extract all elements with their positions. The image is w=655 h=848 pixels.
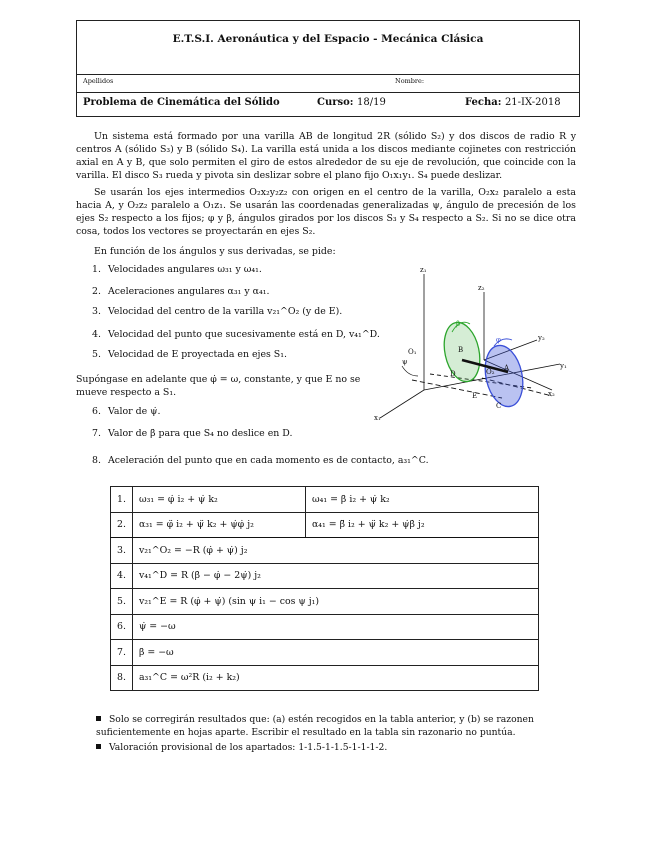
nombre-label: Nombre:: [395, 77, 425, 85]
intro-paragraph-2: Se usarán los ejes intermedios O₂x₂y₂z₂ con origen en el centro de la varilla, O₂x₂ paralelo a esta hacia A, y O₂z₂ paralelo a O₁z₁. Se usarán las coordenadas generalizadas ψ, ángulo de precesión de los ejes S₂ respecto a los fijos; φ y β, ángulos girados por los discos S₃ y S₄ respecto a S₂. Si no se dice otra cosa, todos los vectores se proyectarán en ejes S₂.: [76, 187, 576, 237]
mechanism-figure: [372, 260, 572, 440]
bullet-icon: [96, 744, 101, 749]
label-d: D: [450, 370, 456, 378]
question-item: 7. Valor de β̇ para que S₄ no deslice en D.: [92, 428, 293, 439]
label-z1: z₁: [420, 266, 427, 274]
course-title: E.T.S.I. Aeronáutica y del Espacio - Mecánica Clásica: [172, 33, 484, 45]
note-item: Solo se corregirán resultados que: (a) estén recogidos en la tabla anterior, y (b) se razonen suficientemente en hojas aparte. Escribir el resultado en la tabla sin razonario no puntúa.: [96, 714, 534, 738]
intro-paragraph-3: En función de los ángulos y sus derivadas, se pide:: [94, 246, 336, 257]
label-z2: z₂: [478, 284, 485, 292]
question-item: 1. Velocidades angulares ω₃₁ y ω₄₁.: [92, 264, 262, 275]
table-row: 3. v₂₁^O₂ = −R (φ̇ + ψ̇) j₂: [111, 538, 539, 564]
question-item: 8. Aceleración del punto que en cada momento es de contacto, a₃₁^C.: [92, 455, 429, 466]
label-x2: x₂: [548, 390, 555, 398]
label-o1: O₁: [408, 348, 417, 356]
question-item: 5. Velocidad de E proyectada en ejes S₁.: [92, 349, 287, 360]
label-phi: φ: [496, 336, 501, 344]
answers-table: [110, 486, 539, 691]
header-divider: [77, 74, 579, 75]
label-o2: O₂: [486, 368, 495, 376]
label-y2: y₂: [538, 334, 545, 342]
curso-field: Curso: 18/19: [317, 97, 386, 108]
intro-paragraph-1: Un sistema está formado por una varilla AB de longitud 2R (sólido S₂) y dos discos de radio R y centros A (sólido S₃) y B (sólido S₄). La varilla está unida a los discos mediante cojinetes con restricción axial en A y B, que solo permiten el giro de estos alrededor de su eje de revolución, que coincide con la varilla. El disco S₃ rueda y pivota sin deslizar sobre el plano fijo O₁x₁y₁. S₄ puede deslizar.: [76, 131, 576, 181]
table-row: 7. β̇ = −ω: [111, 640, 539, 666]
label-e: E: [472, 392, 478, 400]
table-row: 2. α₃₁ = φ̈ i₂ + ψ̈ k₂ + ψ̇φ̇ j₂ α₄₁ = β̈ i₂ + ψ̈ k₂ + ψ̇β̇ j₂: [111, 512, 539, 538]
psi-arrow: [402, 366, 418, 376]
assumption-paragraph: Supóngase en adelante que φ̇ = ω, constante, y que E no se mueve respecto a S₁.: [76, 374, 361, 398]
question-item: 6. Valor de ψ̇.: [92, 406, 161, 417]
note-item: Valoración provisional de los apartados: 1-1.5-1-1.5-1-1-1-2.: [96, 741, 536, 754]
label-beta: β: [456, 320, 461, 328]
fecha-field: Fecha: 21-IX-2018: [465, 97, 561, 108]
disk-s3-blue: [480, 342, 528, 410]
table-row: 8. a₃₁^C = ω²R (i₂ + k₂): [111, 665, 539, 691]
label-b: B: [458, 346, 464, 354]
table-row: 1. ω₃₁ = φ̇ i₂ + ψ̇ k₂ ω₄₁ = β̇ i₂ + ψ̇ k₂: [111, 487, 539, 513]
label-c: C: [496, 402, 502, 410]
table-row: 6. ψ̇ = −ω: [111, 614, 539, 640]
question-item: 4. Velocidad del punto que sucesivamente está en D, v₄₁^D.: [92, 329, 380, 340]
apellidos-label: Apellidos: [83, 77, 114, 85]
label-x1: x₁: [374, 414, 381, 422]
question-item: 3. Velocidad del centro de la varilla v₂₁^O₂ (y de E).: [92, 306, 343, 317]
label-y1: y₁: [560, 362, 567, 370]
bullet-icon: [96, 716, 101, 721]
label-a: A: [504, 364, 510, 372]
problem-title: Problema de Cinemática del Sólido: [83, 97, 280, 108]
header-divider: [77, 92, 579, 93]
table-row: 4. v₄₁^D = R (β̇ − φ̇ − 2ψ̇) j₂: [111, 563, 539, 589]
header-box: [76, 20, 580, 117]
label-psi: ψ: [402, 358, 408, 366]
question-item: 2. Aceleraciones angulares α₃₁ y α₄₁.: [92, 286, 270, 297]
table-row: 5. v₂₁^E = R (φ̇ + ψ̇) (sin ψ i₁ − cos ψ j₁): [111, 589, 539, 615]
axis-x1: [380, 390, 424, 418]
